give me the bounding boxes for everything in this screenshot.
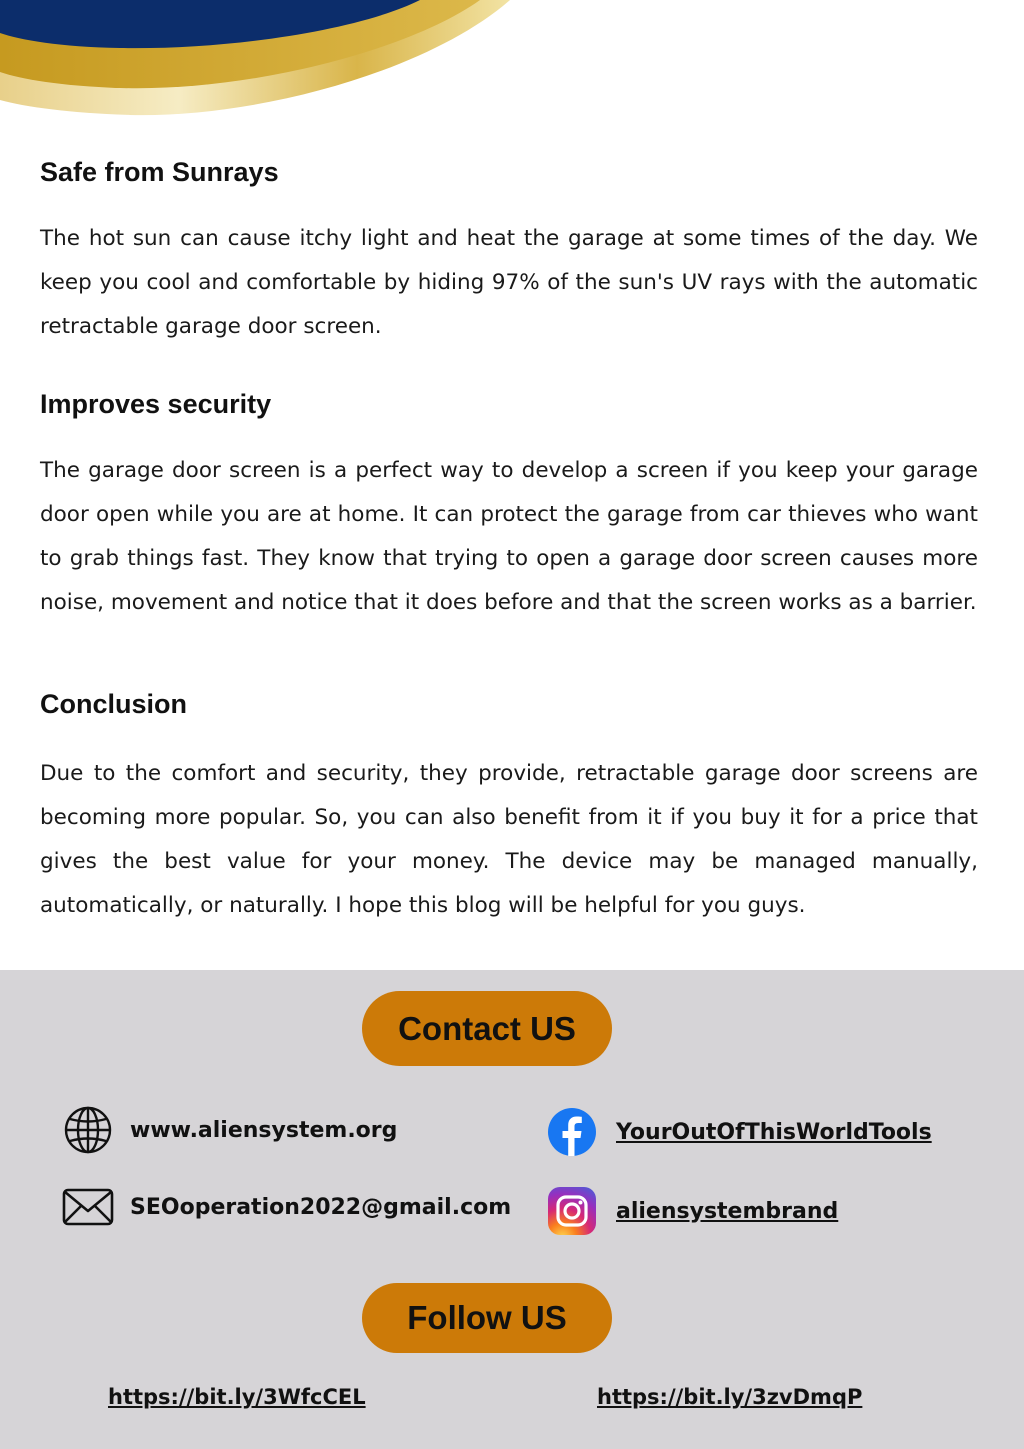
website-text[interactable]: www.aliensystem.org: [130, 1117, 398, 1143]
section-body-conclusion: Due to the comfort and security, they provide, retractable garage door screens are becoming more popular. So, you can also benefit from it if you buy it for a price that gives the best value for your money. The device may be managed manually, automatically, or naturally. I hope this blog will be helpful for you guys.: [40, 761, 978, 918]
section-heading-conclusion: Conclusion: [40, 689, 187, 719]
facebook-icon[interactable]: [546, 1106, 598, 1158]
section-heading-security: Improves security: [40, 389, 272, 419]
facebook-link[interactable]: YourOutOfThisWorldTools: [616, 1119, 932, 1145]
header-swoosh-graphic: [0, 0, 520, 120]
contact-website: [62, 1104, 397, 1156]
contact-facebook: [546, 1106, 932, 1158]
instagram-icon[interactable]: [546, 1185, 598, 1237]
envelope-icon: [62, 1181, 114, 1233]
contact-email: [62, 1181, 511, 1233]
contact-instagram: [546, 1185, 838, 1237]
follow-link-1[interactable]: https://bit.ly/3WfcCEL: [108, 1385, 366, 1409]
globe-icon: [62, 1104, 114, 1156]
follow-link-2[interactable]: https://bit.ly/3zvDmqP: [597, 1385, 863, 1409]
section-heading-sunrays: Safe from Sunrays: [40, 157, 279, 187]
follow-us-button[interactable]: Follow US: [362, 1283, 612, 1353]
instagram-link[interactable]: aliensystembrand: [616, 1198, 839, 1224]
contact-us-button[interactable]: Contact US: [362, 991, 612, 1066]
section-body-sunrays: The hot sun can cause itchy light and heat the garage at some times of the day. We keep you cool and comfortable by hiding 97% of the sun's UV rays with the automatic retractable garage door screen.: [40, 226, 978, 339]
section-body-security: The garage door screen is a perfect way to develop a screen if you keep your garage door open while you are at home. It can protect the garage from car thieves who want to grab things fast. They know that trying to open a garage door screen causes more noise, movement and notice that it does before and that the screen works as a barrier.: [40, 458, 978, 615]
email-text[interactable]: SEOoperation2022@gmail.com: [130, 1194, 512, 1220]
